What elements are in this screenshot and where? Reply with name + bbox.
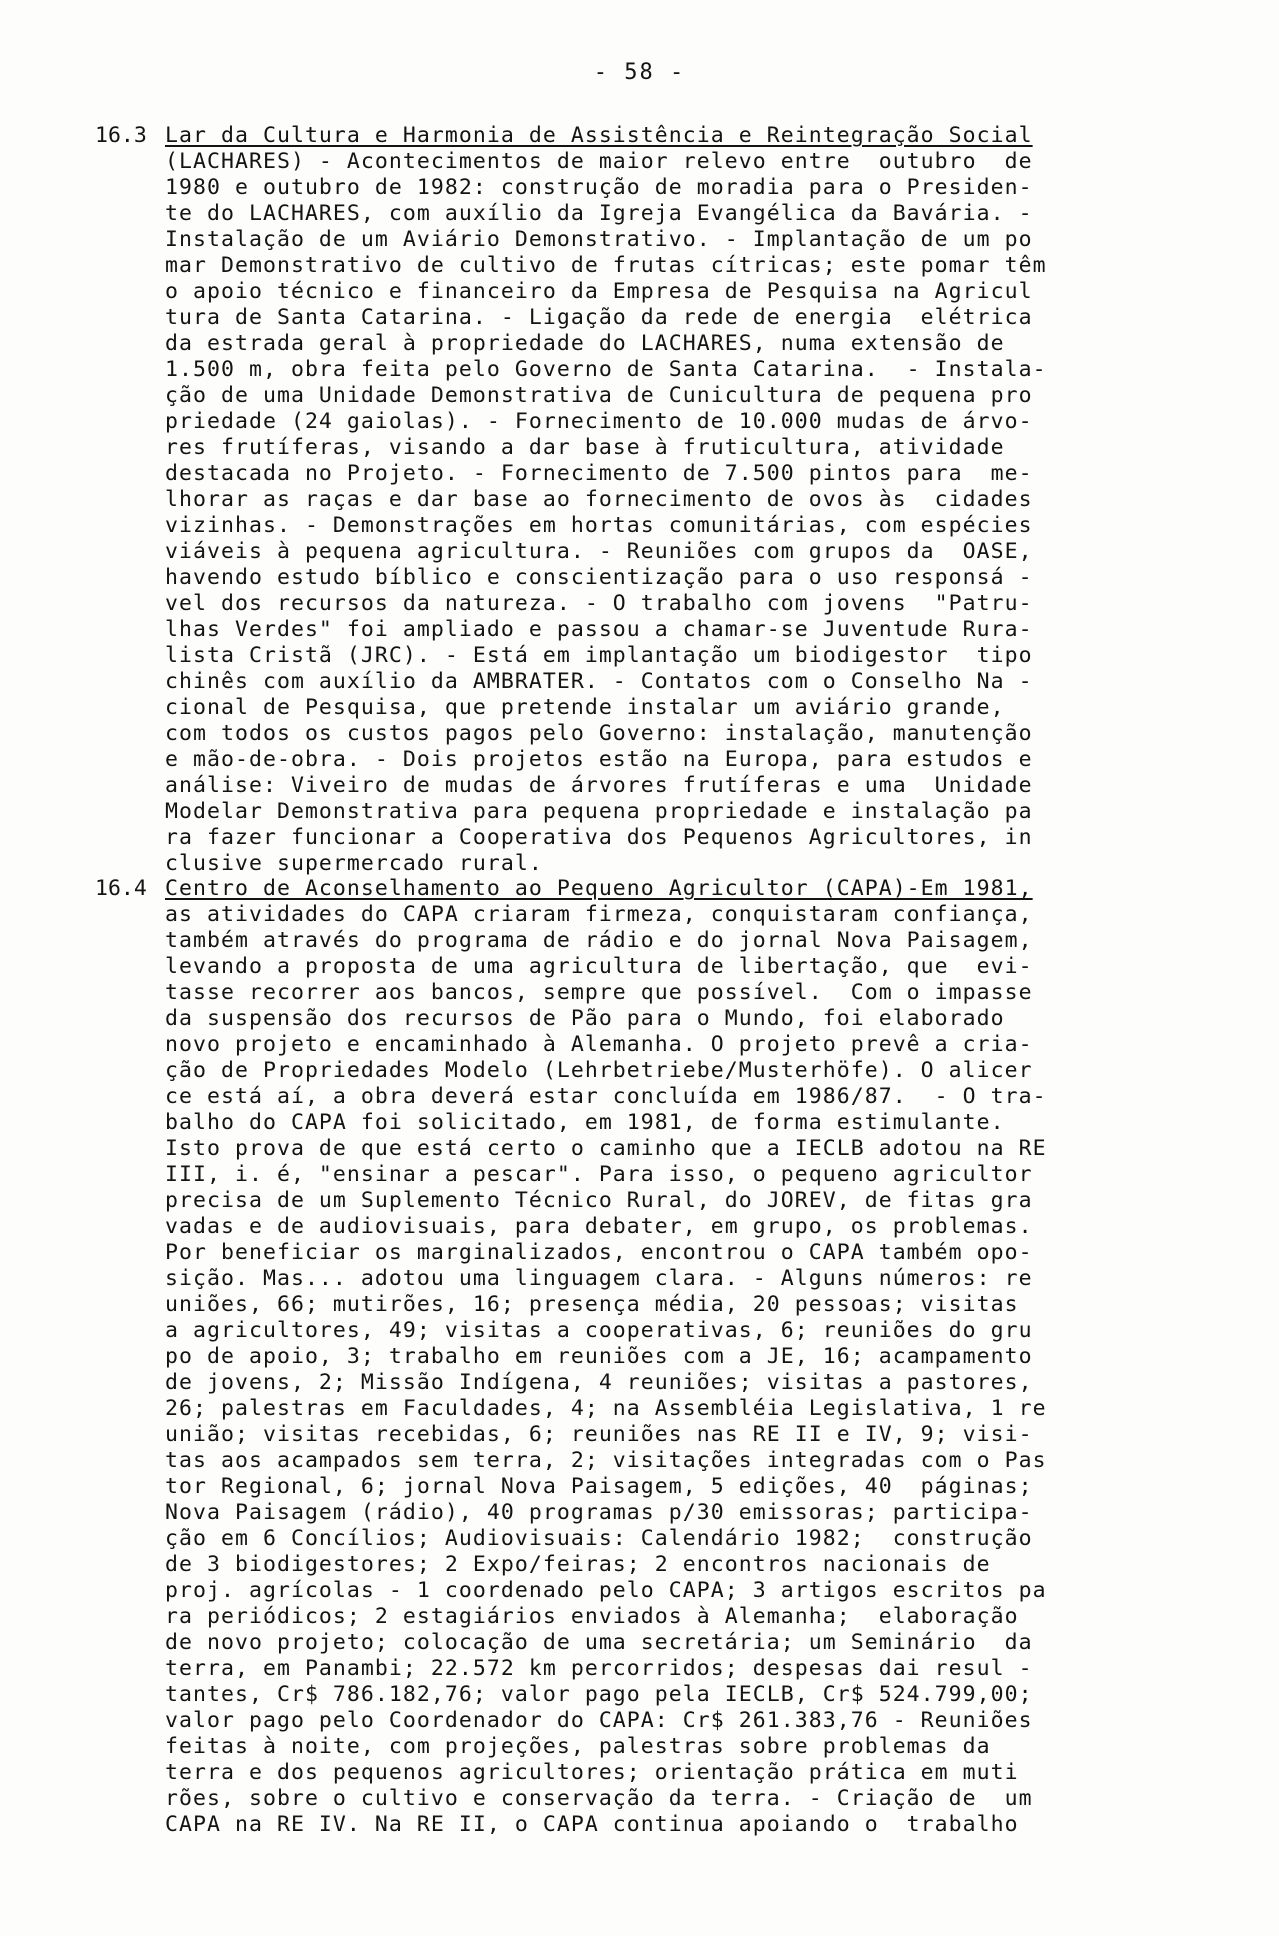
text-line: a agricultores, 49; visitas a cooperativas, 6; reuniões do gru [165, 1318, 1033, 1343]
text-line: vizinhas. - Demonstrações em hortas comunitárias, com espécies [165, 513, 1033, 538]
text-line: rões, sobre o cultivo e conservação da terra. - Criação de um [165, 1786, 1033, 1811]
text-line: valor pago pelo Coordenador do CAPA: Cr$ 261.383,76 - Reuniões [165, 1708, 1033, 1733]
text-line: vadas e de audiovisuais, para debater, em grupo, os problemas. [165, 1214, 1033, 1239]
section-title-line: Lar da Cultura e Harmonia de Assistência e Reintegração Social [165, 123, 1033, 148]
text-line: lhas Verdes" foi ampliado e passou a chamar-se Juventude Rura- [165, 617, 1033, 642]
text-line: 1980 e outubro de 1982: construção de moradia para o Presiden- [165, 175, 1033, 200]
text-line: análise: Viveiro de mudas de árvores frutíferas e uma Unidade [165, 773, 1033, 798]
text-line: de jovens, 2; Missão Indígena, 4 reuniões; visitas a pastores, [165, 1370, 1033, 1395]
text-line: o apoio técnico e financeiro da Empresa de Pesquisa na Agricul [165, 279, 1033, 304]
text-line: terra, em Panambi; 22.572 km percorridos; despesas dai resul - [165, 1656, 1033, 1681]
text-line: Modelar Demonstrativa para pequena propriedade e instalação pa [165, 799, 1033, 824]
text-line: ra periódicos; 2 estagiários enviados à Alemanha; elaboração [165, 1604, 1019, 1629]
text-line: po de apoio, 3; trabalho em reuniões com a JE, 16; acampamento [165, 1344, 1033, 1369]
text-line: feitas à noite, com projeções, palestras sobre problemas da [165, 1734, 991, 1759]
text-line: proj. agrícolas - 1 coordenado pelo CAPA; 3 artigos escritos pa [165, 1578, 1047, 1603]
text-line: vel dos recursos da natureza. - O trabalho com jovens "Patru- [165, 591, 1033, 616]
text-line: também através do programa de rádio e do jornal Nova Paisagem, [165, 928, 1033, 953]
text-line: 1.500 m, obra feita pelo Governo de Santa Catarina. - Instala- [165, 357, 1047, 382]
text-line: te do LACHARES, com auxílio da Igreja Evangélica da Bavária. - [165, 201, 1033, 226]
text-line: 26; palestras em Faculdades, 4; na Assembléia Legislativa, 1 re [165, 1396, 1047, 1421]
text-line: balho do CAPA foi solicitado, em 1981, de forma estimulante. [165, 1110, 1005, 1135]
text-line: ce está aí, a obra deverá estar concluída em 1986/87. - O tra- [165, 1084, 1047, 1109]
text-line: com todos os custos pagos pelo Governo: instalação, manutenção [165, 721, 1033, 746]
text-line: levando a proposta de uma agricultura de libertação, que evi- [165, 954, 1033, 979]
section-number: 16.3 [95, 123, 147, 148]
text-line: ção de Propriedades Modelo (Lehrbetriebe/Musterhöfe). O alicer [165, 1058, 1033, 1083]
text-line: Por beneficiar os marginalizados, encontrou o CAPA também opo- [165, 1240, 1033, 1265]
text-line: as atividades do CAPA criaram firmeza, conquistaram confiança, [165, 902, 1033, 927]
text-line: havendo estudo bíblico e conscientização para o uso responsá - [165, 565, 1033, 590]
section-body [165, 123, 1155, 877]
section-body [165, 876, 1155, 1838]
text-line: de 3 biodigestores; 2 Expo/feiras; 2 encontros nacionais de [165, 1552, 991, 1577]
text-line: (LACHARES) - Acontecimentos de maior relevo entre outubro de [165, 149, 1033, 174]
text-line: cional de Pesquisa, que pretende instalar um aviário grande, [165, 695, 1005, 720]
text-line: precisa de um Suplemento Técnico Rural, do JOREV, de fitas gra [165, 1188, 1033, 1213]
text-line: terra e dos pequenos agricultores; orientação prática em muti [165, 1760, 1019, 1785]
text-line: de novo projeto; colocação de uma secretária; um Seminário da [165, 1630, 1033, 1655]
text-line: Isto prova de que está certo o caminho que a IECLB adotou na RE [165, 1136, 1047, 1161]
text-line: e mão-de-obra. - Dois projetos estão na Europa, para estudos e [165, 747, 1033, 772]
text-line: priedade (24 gaiolas). - Fornecimento de 10.000 mudas de árvo- [165, 409, 1033, 434]
text-line: ra fazer funcionar a Cooperativa dos Pequenos Agricultores, in [165, 825, 1033, 850]
text-line: Nova Paisagem (rádio), 40 programas p/30 emissoras; participa- [165, 1500, 1033, 1525]
section-number: 16.4 [95, 876, 147, 901]
text-line: da estrada geral à propriedade do LACHARES, numa extensão de [165, 331, 1005, 356]
text-line: III, i. é, "ensinar a pescar". Para isso, o pequeno agricultor [165, 1162, 1033, 1187]
text-line: Instalação de um Aviário Demonstrativo. - Implantação de um po [165, 227, 1033, 252]
text-line: lhorar as raças e dar base ao fornecimento de ovos às cidades [165, 487, 1033, 512]
text-line: destacada no Projeto. - Fornecimento de 7.500 pintos para me- [165, 461, 1033, 486]
text-line: mar Demonstrativo de cultivo de frutas cítricas; este pomar têm [165, 253, 1047, 278]
text-line: tura de Santa Catarina. - Ligação da rede de energia elétrica [165, 305, 1033, 330]
text-line: união; visitas recebidas, 6; reuniões nas RE II e IV, 9; visi- [165, 1422, 1033, 1447]
text-line: sição. Mas... adotou uma linguagem clara. - Alguns números: re [165, 1266, 1033, 1291]
text-line: uniões, 66; mutirões, 16; presença média, 20 pessoas; visitas [165, 1292, 1019, 1317]
text-line: viáveis à pequena agricultura. - Reuniões com grupos da OASE, [165, 539, 1033, 564]
text-line: tas aos acampados sem terra, 2; visitações integradas com o Pas [165, 1448, 1047, 1473]
text-line: res frutíferas, visando a dar base à fruticultura, atividade [165, 435, 1005, 460]
text-line: tor Regional, 6; jornal Nova Paisagem, 5 edições, 40 páginas; [165, 1474, 1033, 1499]
text-line: da suspensão dos recursos de Pão para o Mundo, foi elaborado [165, 1006, 1005, 1031]
text-line: chinês com auxílio da AMBRATER. - Contatos com o Conselho Na - [165, 669, 1033, 694]
text-line: novo projeto e encaminhado à Alemanha. O projeto prevê a cria- [165, 1032, 1033, 1057]
text-line: tantes, Cr$ 786.182,76; valor pago pela IECLB, Cr$ 524.799,00; [165, 1682, 1033, 1707]
text-line: CAPA na RE IV. Na RE II, o CAPA continua apoiando o trabalho [165, 1812, 1019, 1837]
section-title-line: Centro de Aconselhamento ao Pequeno Agricultor (CAPA)-Em 1981, [165, 876, 1033, 901]
text-line: tasse recorrer aos bancos, sempre que possível. Com o impasse [165, 980, 1033, 1005]
text-line: clusive supermercado rural. [165, 851, 543, 876]
text-line: lista Cristã (JRC). - Está em implantação um biodigestor tipo [165, 643, 1033, 668]
page-number: - 58 - [593, 60, 686, 85]
text-line: ção em 6 Concílios; Audiovisuais: Calendário 1982; construção [165, 1526, 1033, 1551]
text-line: ção de uma Unidade Demonstrativa de Cunicultura de pequena pro [165, 383, 1033, 408]
